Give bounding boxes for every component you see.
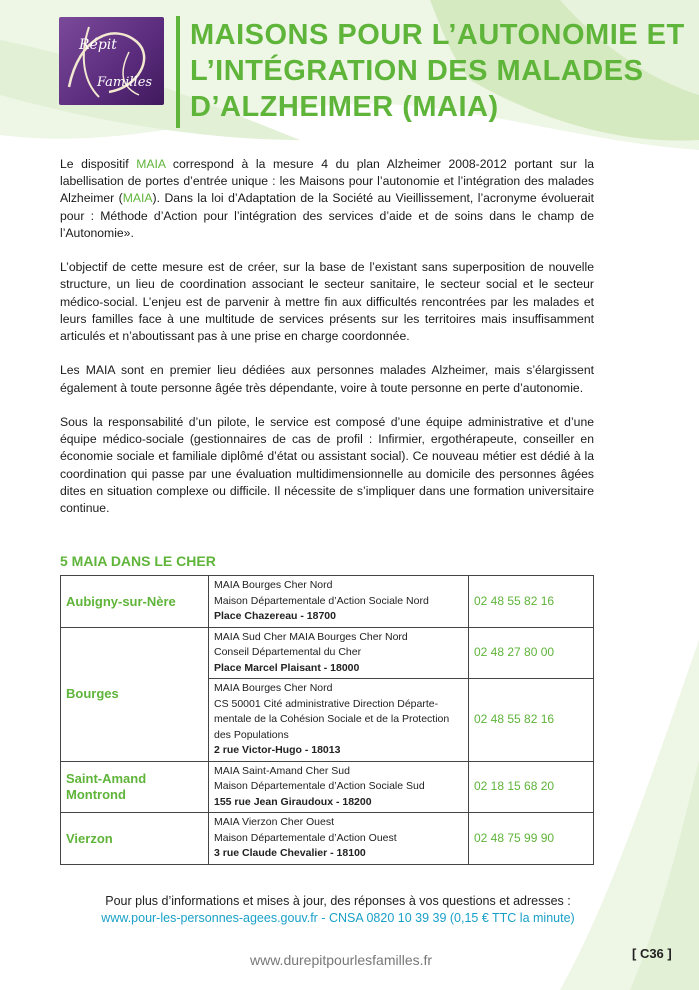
repit-familles-logo-icon bbox=[59, 17, 164, 105]
address-cell bbox=[209, 576, 469, 628]
address-line: CS 50001 Cité administrative Direction Départe- bbox=[214, 697, 439, 710]
footer-info bbox=[68, 893, 608, 927]
address-cell bbox=[209, 679, 469, 762]
text: correspond à la mesure 4 du plan Alzheimer 2008-2012 portant sur la labellisation de portes d’entrée unique : les Maisons pour l’autonomie et l’intégration des malades Alzheimer ( bbox=[60, 157, 594, 206]
address-cell bbox=[209, 627, 469, 679]
address-line: MAIA Bourges Cher Nord bbox=[214, 682, 333, 694]
page-number: [ C36 ] bbox=[632, 946, 672, 961]
address-cell bbox=[209, 761, 469, 813]
address-street: Place Marcel Plaisant - 18000 bbox=[214, 661, 360, 674]
address-line: Maison Départementale d’Action Sociale Nord bbox=[214, 594, 429, 607]
address-line: Maison Départementale d’Action Sociale Sud bbox=[214, 780, 425, 792]
address-street: 155 rue Jean Giraudoux - 18200 bbox=[214, 795, 372, 808]
address-line: MAIA Bourges Cher Nord bbox=[214, 579, 333, 591]
title-accent-bar bbox=[176, 16, 180, 128]
section-title: 5 MAIA DANS LE CHER bbox=[60, 553, 216, 569]
phone-cell: 02 48 75 99 90 bbox=[469, 813, 594, 865]
title-line: MAISONS POUR L’AUTONOMIE ET bbox=[190, 19, 685, 51]
address-street: 2 rue Victor-Hugo - 18013 bbox=[214, 744, 341, 756]
info-text: Pour plus d’informations et mises à jour, des réponses à vos questions et adresses : bbox=[105, 894, 571, 908]
address-line: Maison Départementale d’Action Ouest bbox=[214, 831, 397, 844]
title-line: D’ALZHEIMER (MAIA) bbox=[190, 91, 499, 123]
logo bbox=[59, 17, 164, 105]
address-line: MAIA Saint-Amand Cher Sud bbox=[214, 764, 350, 777]
phone-cell: 02 48 55 82 16 bbox=[469, 679, 594, 762]
city-cell: Bourges bbox=[61, 627, 209, 761]
city-cell: Vierzon bbox=[61, 813, 209, 865]
table-row bbox=[61, 576, 594, 628]
table-row bbox=[61, 813, 594, 865]
address-line: des Populations bbox=[214, 728, 289, 741]
highlight-maia: MAIA bbox=[122, 191, 153, 206]
city-cell: Aubigny-sur-Nère bbox=[61, 576, 209, 628]
website-link[interactable]: www.durepitpourlesfamilles.fr bbox=[250, 952, 433, 968]
phone-cell: 02 18 15 68 20 bbox=[469, 761, 594, 813]
phone-cell: 02 48 55 82 16 bbox=[469, 576, 594, 628]
phone-cell: 02 48 27 80 00 bbox=[469, 627, 594, 679]
address-street: 3 rue Claude Chevalier - 18100 bbox=[214, 847, 366, 859]
maia-table bbox=[60, 575, 594, 865]
address-cell bbox=[209, 813, 469, 865]
address-street: Place Chazereau - 18700 bbox=[214, 610, 336, 622]
text: Le dispositif bbox=[60, 157, 137, 171]
address-line: mentale de la Cohésion Sociale et de la Protection bbox=[214, 713, 450, 725]
logo-text-top: Répit bbox=[79, 37, 117, 53]
title-line: L’INTÉGRATION DES MALADES bbox=[190, 55, 644, 87]
paragraph-2: L’objectif de cette mesure est de créer, sur la base de l’existant sans superposition de nouvelle structure, un lieu de coordination associant le secteur sanitaire, le secteur social et le secteur médico-social. L’enjeu est de parvenir à mettre fin aux difficultés rencontrées par les malades et leurs familles face à une multitude de services présents sur les territoires mais insuffisamment articulés et n’aboutissant pas à une prise en charge coordonnée. bbox=[60, 260, 594, 344]
table-row bbox=[61, 627, 594, 679]
text: ). Dans la loi d’Adaptation de la Société au Vieillissement, l’acronyme évoluerait pour : Méthode d’Action pour l’intégration des services d’aide et de soins dans le champ de l’Autonomie». bbox=[60, 191, 594, 240]
logo-text-bottom: Familles bbox=[97, 75, 153, 90]
address-line: Conseil Départemental du Cher bbox=[214, 646, 362, 658]
paragraph-4: Sous la responsabilité d’un pilote, le service est composé d’une équipe administrative et d’une équipe médico-sociale (gestionnaires de cas de profil : Infirmier, ergothérapeute, conseiller en économie sociale et familiale diplômé d’état ou assistant social). Ce nouveau métier est dédié à la coordination qui passe par une évaluation multidimensionnelle au domicile des personnes âgées dites en situation complexe ou difficile. Il nécessite de s’impliquer dans une formation universitaire continue. bbox=[60, 415, 594, 516]
paragraph-1 bbox=[60, 156, 594, 242]
body-text bbox=[60, 156, 594, 534]
city-cell: Saint-Amand Montrond bbox=[61, 761, 209, 813]
page-title bbox=[190, 17, 685, 125]
info-link[interactable]: www.pour-les-personnes-agees.gouv.fr - CNSA 0820 10 39 39 (0,15 € TTC la minute) bbox=[101, 911, 575, 925]
paragraph-3: Les MAIA sont en premier lieu dédiées aux personnes malades Alzheimer, mais s’élargissent également à toute personne âgée très dépendante, voire à toute personne en perte d’autonomie. bbox=[60, 363, 594, 395]
highlight-maia: MAIA bbox=[136, 157, 166, 171]
address-line: MAIA Sud Cher MAIA Bourges Cher Nord bbox=[214, 630, 408, 643]
address-line: MAIA Vierzon Cher Ouest bbox=[214, 816, 335, 828]
table-row bbox=[61, 761, 594, 813]
